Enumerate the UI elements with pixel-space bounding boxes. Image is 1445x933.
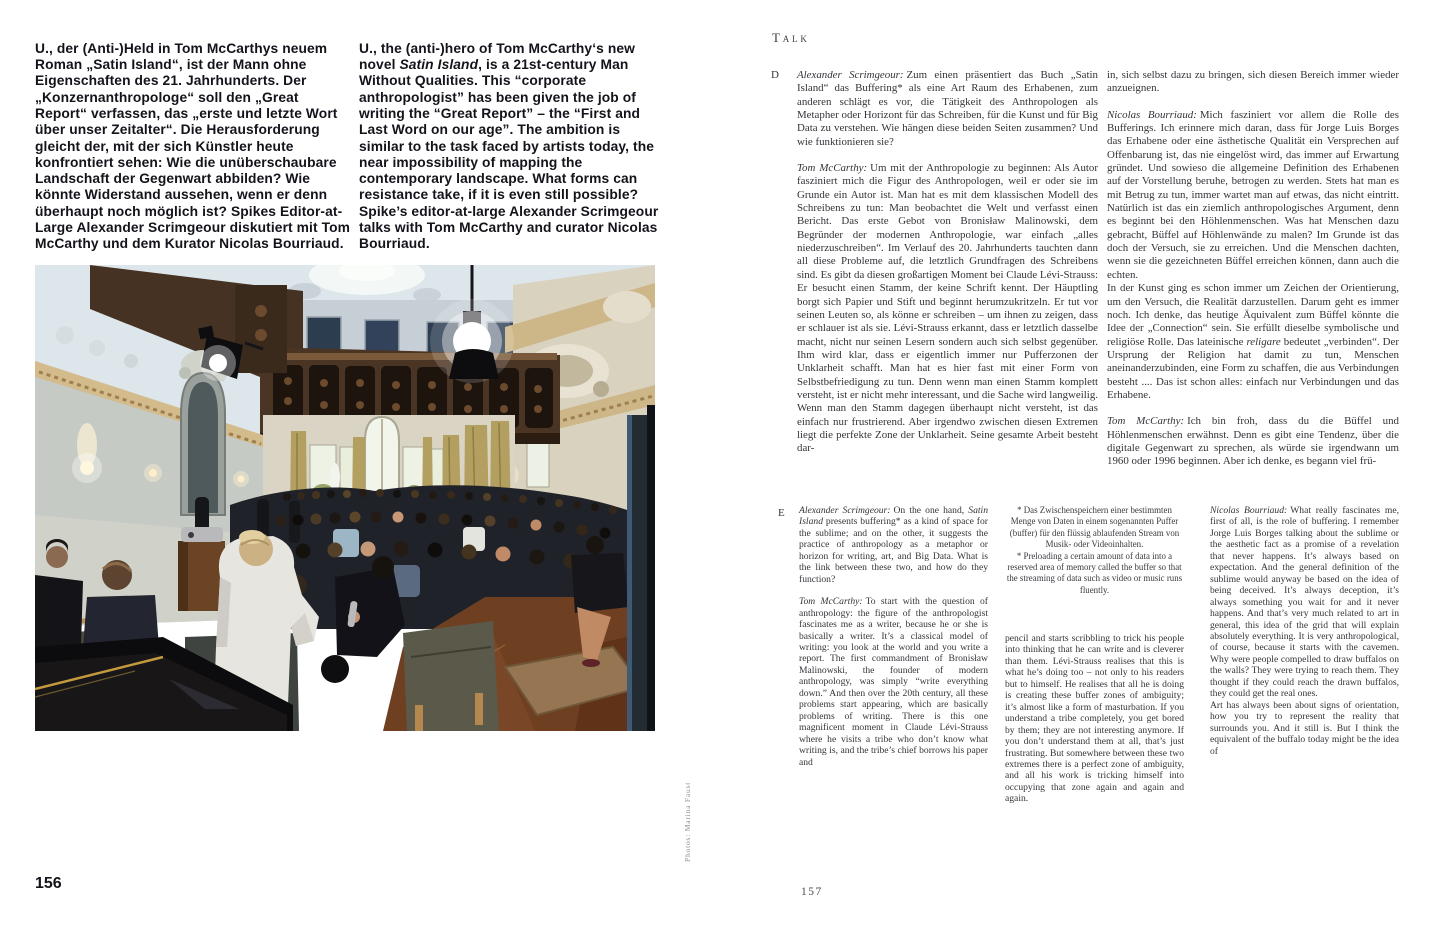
german-column-2	[1107, 69, 1399, 482]
speaker-name: Tom McCarthy:	[799, 596, 863, 608]
body-text: in, sich selbst dazu zu bringen, sich diesen Bereich immer wieder anzueignen.	[1107, 69, 1399, 95]
language-marker-english: E	[778, 507, 785, 519]
body-text: Ich bin froh, dass du die Büffel und Höhlenmenschen erwähnst. Denn es gibt eine Tendenz, über die digitale Gegenwart zu sprechen, als würde sie irgendwann um 1960 oder 1996 beginnen. Aber ich denke, es begann viel frü-	[1107, 415, 1399, 468]
paragraph	[1107, 69, 1399, 96]
body-text: presents buffering* as a kind of space for the sublime; and on the other, it suggests the practice of anthropology as a metaphor or horizon for writing, art, and Big Data. What is the link between these two, and how do they function?	[799, 516, 988, 585]
paragraph: Art has always been about signs of orientation, how you try to represent the reality that surrounds you. And it still is. But I think the equivalent of the buffalo today might be the idea of	[1210, 699, 1399, 757]
paragraph	[1107, 415, 1399, 468]
body-text: To start with the question of anthropology: the figure of the anthropologist fascinates me as a writer, because he or she is basically a writer. It’s a classical model of writing: you look at the world and you write a report. The first commandment of Bronisław Malinowski, the founder of modern anthropology, was simply “write everything down.” And then over the 20th century, all these problems start appearing, which are basically problems of writing. There is this one magnificent moment in Claude Lévi-Strauss where he visits a tribe who don’t know what writing is, and the tribe’s chief borrows his paper and	[799, 596, 988, 768]
body-text: Um mit der Anthropologie zu beginnen: Als Autor fasziniert mich die Figur des Anthropologen, weil er oder sie im Grunde ein Autor ist. Man hat es mit dem klassischen Modell des Schreibens zu tun: Man beobachtet die Welt und verfasst einen Bericht. Das erste Gebot von Bronisław Malinowski, dem Begründer der modernen Anthropologie, war einfach „alles niederzuschreiben“. Im Verlauf des 20. Jahrhunderts tauchten dann all diese Probleme auf, die letztlich Grundfragen des Schreibens sind. Es gibt da diesen großartigen Moment bei Claude Lévi-Strauss: Er besucht einen Stamm, der keine Schrift kennt. Der Häuptling borgt sich Papier und Stift und beginnt herumzukritzeln. Er tut vor seinen Leuten so, als könne er schreiben – um ihnen zu zeigen, dass er schlauer ist als sie. Lévi-Strauss erkannt, dass er letztlich dasselbe macht, nicht nur seinen Lesern sondern auch sich selbst gegenüber. Ihm wird klar, dass er eigentlich immer nur Pufferzonen der Unklarheit schafft. Man hat es hier fast mit einer Form von Selbstbefriedigung zu tun. Denn wenn man einen Stamm komplett versteht, ist er nicht mehr interessant, und die Sache wird langweilig. Wenn man den Stamm dagegen überhaupt nicht versteht, ist das einfach nur frustrierend. Aber irgendwo zwischen diesen Extremen liegt die perfekte Zone der Unklarheit. Seine gesamte Arbeit besteht dar-	[797, 162, 1098, 455]
body-text: On the one hand,	[893, 505, 969, 516]
paragraph	[797, 162, 1098, 456]
footnote-german: * Das Zwischenspeichern einer bestimmten Menge von Daten in einem sogenannten Puffer (buffer) für den flüssig ablaufenden Stream von Musik- oder Videoinhalten.	[1009, 505, 1180, 550]
event-photo	[35, 265, 655, 731]
page-number-right: 157	[801, 886, 823, 898]
chair-right	[403, 621, 499, 731]
latin-term: religare	[1246, 335, 1281, 348]
photo-credit: Photos: Marina Faust	[683, 781, 692, 862]
paragraph	[1107, 282, 1399, 402]
body-text: Zum einen präsentiert das Buch „Satin Island“ das Buffering* als eine Art Raum des Erhabenen, zum anderen schlägt es vor, die Tätigkeit des Anthropologen als Metapher oder Horizont für das Schreiben, für die Kunst und für Big Data zu verstehen. Wie hängen diese beiden Seiten zusammen? Und wie funktionieren sie?	[797, 69, 1098, 148]
speaker-name: Alexander Scrimgeour:	[799, 505, 891, 516]
paragraph	[1210, 505, 1399, 700]
speaker-name: Nicolas Bourriaud:	[1107, 108, 1197, 121]
book-title: Satin Island	[799, 505, 988, 528]
paragraph	[797, 69, 1098, 149]
speaker-name: Tom McCarthy:	[797, 162, 868, 175]
body-text: What really fascinates me, first of all, is the role of buffering. I remember Jorge Luis Borges talking about the sublime or the aesthetic fact as a promise of a revelation that never happens. It’s always based on expectation. And the general definition of the sublime would anyway be based on the idea of being deceived. It’s always deception, it’s always something you wait for and it never happens. And that’s very much related to art in general, this idea of the grid that will explain absolutely everything. It is very anthropological, of course, because it starts with the cavemen. Why were people compelled to draw buffalos on the walls? They were trying to reach them. They thought if they could reach the drawn buffalos, they could get the real ones.	[1210, 505, 1399, 700]
body-text: Mich fasziniert vor allem die Rolle des Bufferings. Ich erinnere mich daran, dass für Jorge Luis Borges das Erhabene oder eine ästhetische Qualität ein Versprechen auf Offenbarung ist, das nie eingelöst wird, das immer auf Erwartung gründet. Und sowieso die allgemeine Definition des Erhabenen auf der Vorstellung beruhe, betrogen zu werden. Stets hat man es mit Betrug zu tun, immer wartet man auf etwas, das nicht eintritt. Natürlich ist das ein ziemlich anthropologisches Argument, denn es beginnt bei den Höhlenmenschen. Was hat Menschen dazu gebracht, Büffel auf Höhlenwände zu malen? Im Grunde ist das doch der Versuch, sie zu erreichen. Und die Menschen dachten, wenn sie die gezeichneten Büffel erreichen können, dann auch die echten.	[1107, 108, 1399, 281]
book-title: Satin Island	[399, 57, 479, 73]
paragraph	[799, 505, 988, 585]
paragraph	[1107, 109, 1399, 282]
intro-german: U., der (Anti-)Held in Tom McCarthys neuem Roman „Satin Island“, ist der Mann ohne Eigenschaften des 21. Jahrhunderts. Der „Konzernanthropologe“ soll den „Great Report“ verfassen, das „erste und letzte Wort über unser Zeitalter“. Die Herausforderung gleicht der, mit der sich Künstler heute konfrontiert sehen: Wie die unüberschaubare Landschaft der Gegenwart abbilden? Wie könnte Widerstand aussehen, wenn er denn überhaupt noch möglich ist? Spikes Editor-at-Large Alexander Scrimgeour diskutiert mit Tom McCarthy und dem Kurator Nicolas Bourriaud.	[35, 40, 351, 252]
intro-english	[359, 41, 659, 253]
english-column-2	[1005, 505, 1184, 816]
paragraph	[799, 596, 988, 768]
intro-english-pre: U., the (anti-)hero of Tom McCarthy‘s new novel	[359, 40, 635, 73]
speaker-name: Alexander Scrimgeour:	[797, 69, 904, 81]
intro-english-post: , is a 21st-century Man Without Qualities. This “corporate anthropologist” has been given the job of writing the “Great Report” – the “First and Last Word on our age”. The ambition is similar to the task faced by artists today, the near impossibility of mapping the contemporary landscape. What forms can resistance take, if it is even still possible? Spike’s editor-at-large Alexander Scrimgeour talks with Tom McCarthy and curator Nicolas Bourriaud.	[359, 57, 659, 252]
section-header: Talk	[772, 30, 810, 45]
body-text: bedeutet „verbinden“. Der Ursprung der Religion hat damit zu tun, Menschen aneinanderzubinden, eine Form zu schaffen, die aus Verbindungen besteht .... Das ist schon alles: einfach nur Verbindungen und das Erhabene.	[1107, 335, 1399, 401]
english-column-1	[799, 505, 988, 779]
english-column-3	[1210, 505, 1399, 768]
body-text: In der Kunst ging es schon immer um Zeichen der Orientierung, um den Versuch, die Realität darzustellen. Darum geht es immer noch. Ich denke, das heutige Äquivalent zum Büffel könnte die Idee der „Connection“ sein. Sie erfüllt dieselbe symbolische und religiöse Rolle. Das lateinische	[1107, 282, 1399, 348]
paragraph: pencil and starts scribbling to trick his people into thinking that he can write and is cleverer than them. Lévi-Strauss realises that this is what he’s doing too – not only to his readers but to himself. He realises that all he is doing is creating these buffer zones of ambiguity; it’s almost like a form of masturbation. If you understand a tribe completely, you get bored by them; they are not interesting anymore. If you don’t understand them at all, that’s just frustrating. But somewhere between these two extremes there is a perfect zone of ambiguity, and all his work is tricking himself into occupying that zone again and again and again.	[1005, 633, 1184, 805]
page-number-left: 156	[35, 875, 62, 892]
footnote-english: * Preloading a certain amount of data into a reserved area of memory called the buffer so that the streaming of data such as video or music runs fluently.	[1006, 550, 1183, 595]
language-marker-german: D	[771, 69, 779, 81]
footnote	[1005, 505, 1184, 633]
speaker-name: Tom McCarthy:	[1107, 415, 1185, 428]
german-column-1	[797, 69, 1098, 469]
speaker-name: Nicolas Bourriaud:	[1210, 505, 1288, 516]
